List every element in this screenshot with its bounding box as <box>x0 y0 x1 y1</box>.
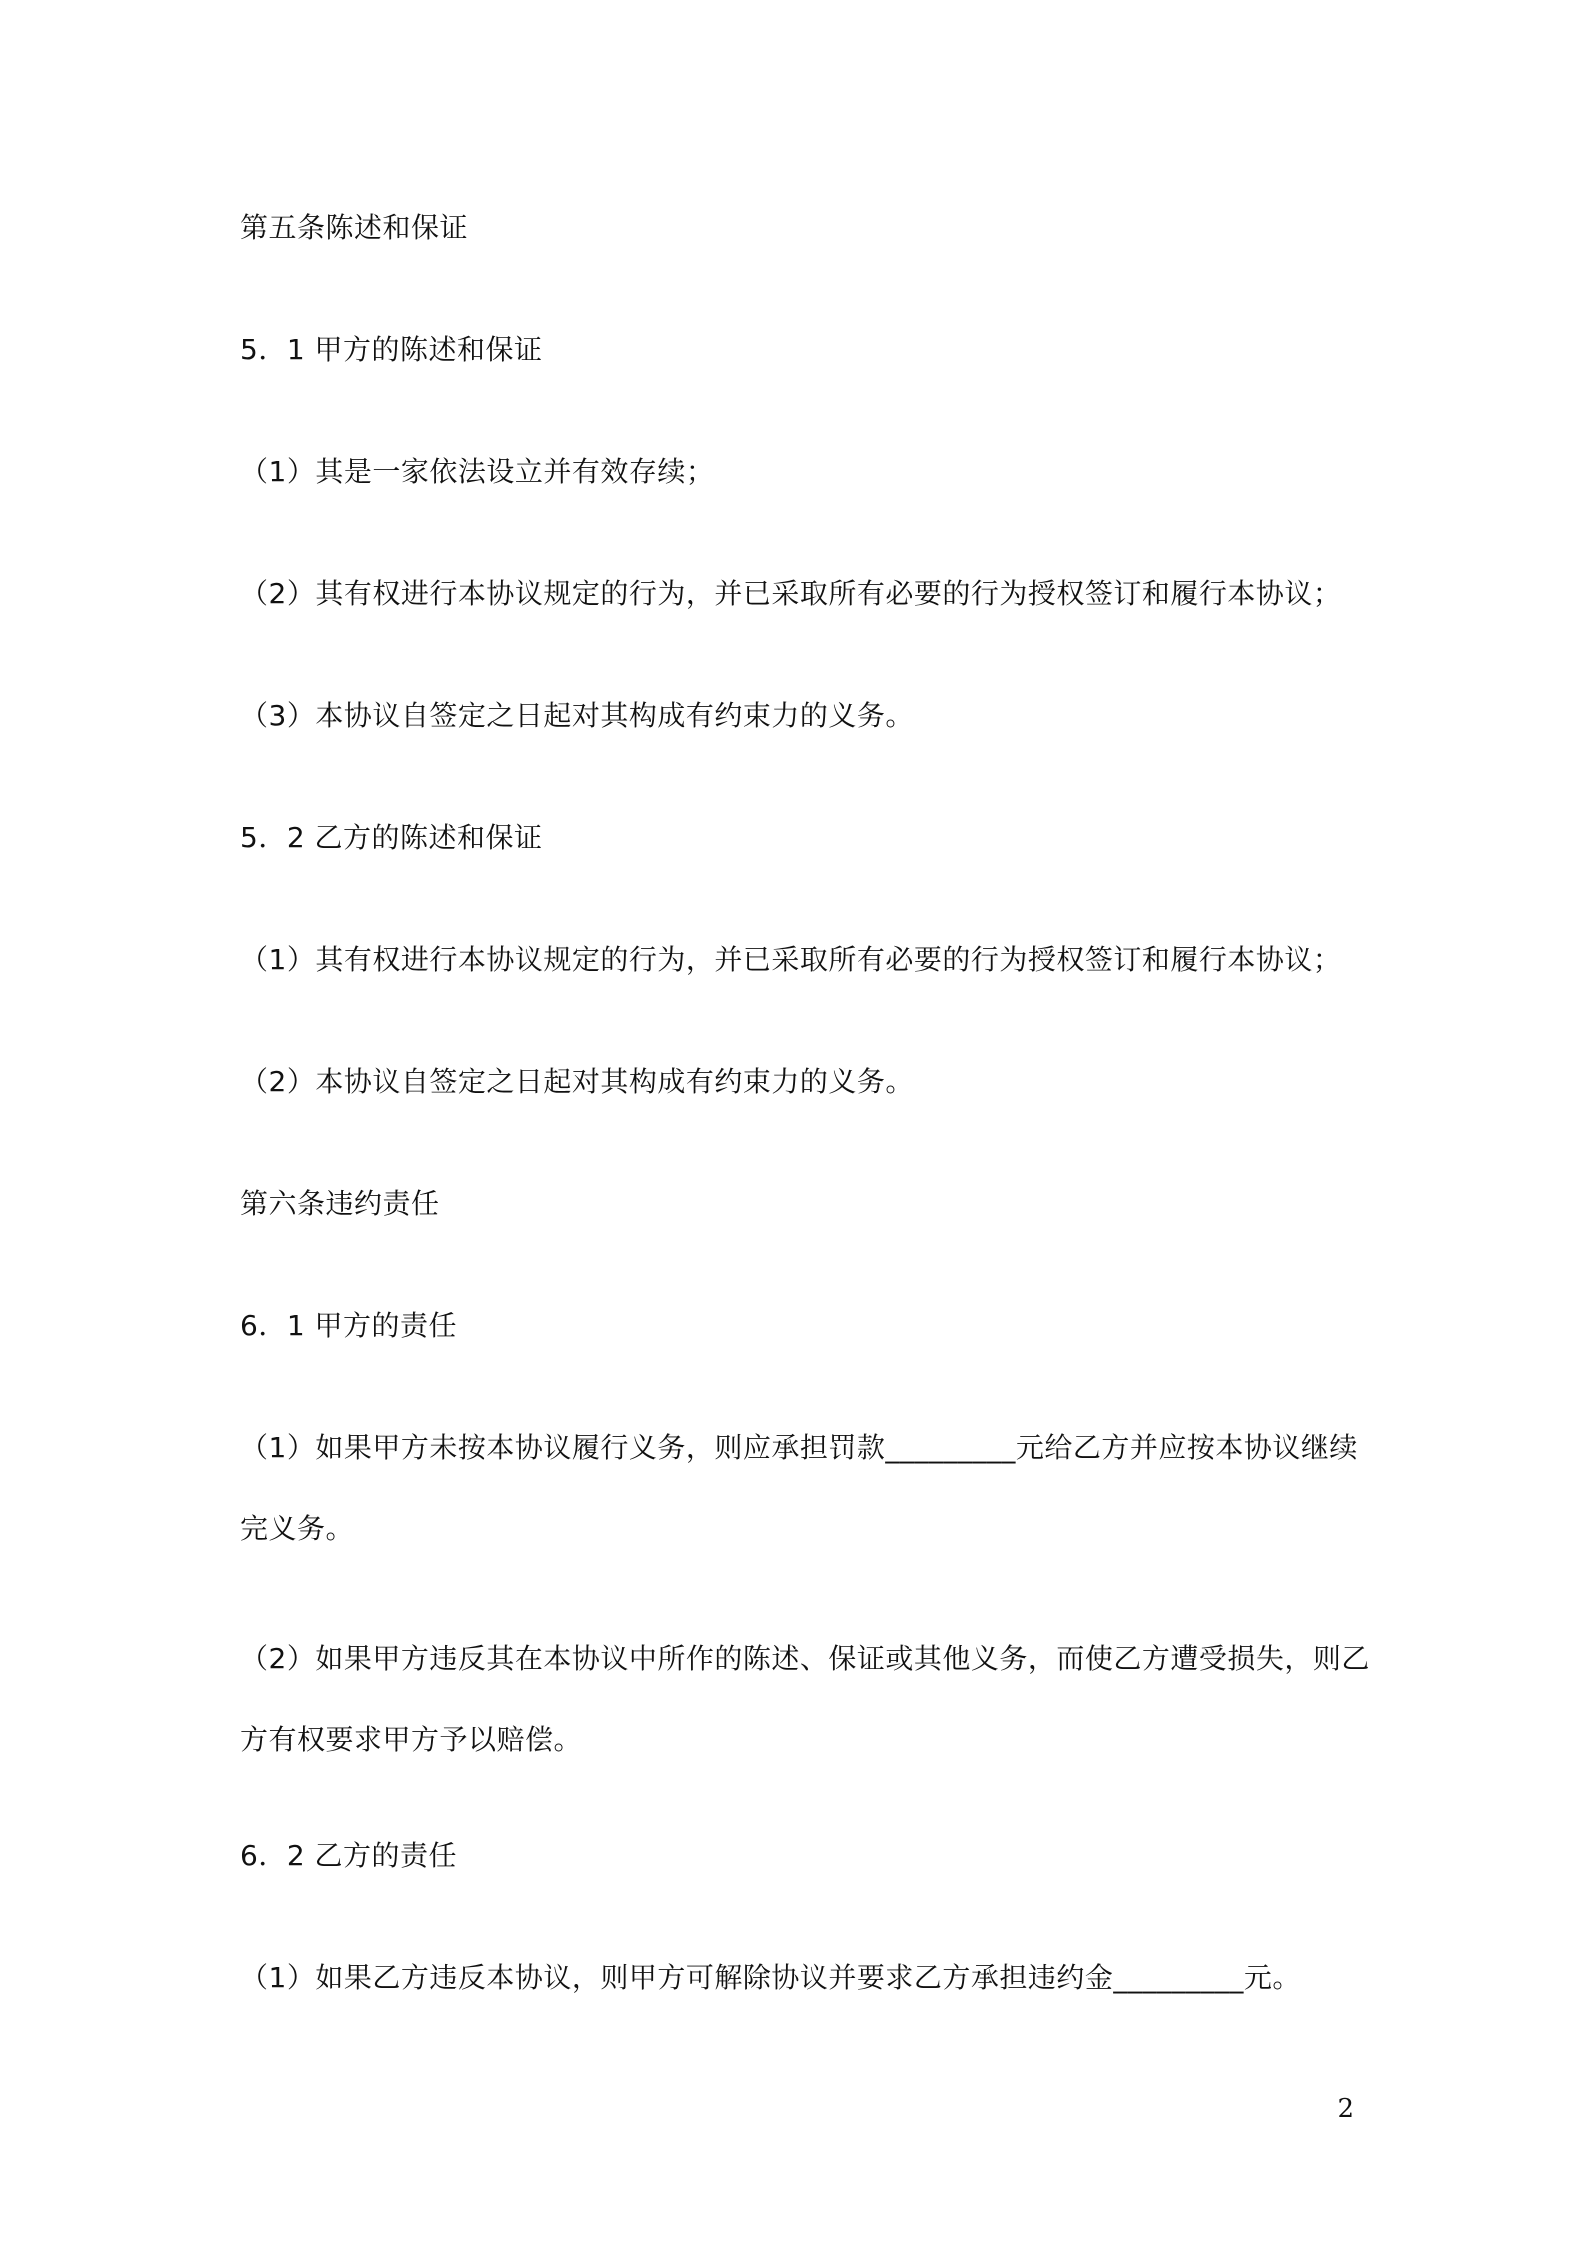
clause-5-1-1: （1）其是一家依法设立并有效存续； <box>240 455 715 488</box>
section-6-2-heading: 6．2 乙方的责任 <box>240 1839 458 1872</box>
clause-6-1-2-line-2: 方有权要求甲方予以赔偿。 <box>240 1723 583 1756</box>
page-number: 2 <box>1337 2094 1354 2124</box>
article-6-heading: 第六条违约责任 <box>240 1187 440 1220</box>
clause-6-2-1: （1）如果乙方违反本协议，则甲方可解除协议并要求乙方承担违约金_________元。 <box>240 1961 1301 1994</box>
clause-6-1-2-line-1: （2）如果甲方违反其在本协议中所作的陈述、保证或其他义务，而使乙方遭受损失，则乙 <box>240 1642 1370 1675</box>
clause-6-1-1-line-1: （1）如果甲方未按本协议履行义务，则应承担罚款_________元给乙方并应按本协议继续 <box>240 1431 1358 1464</box>
section-5-2-heading: 5．2 乙方的陈述和保证 <box>240 821 543 854</box>
clause-6-1-1-line-2: 完义务。 <box>240 1512 355 1545</box>
clause-5-1-3: （3）本协议自签定之日起对其构成有约束力的义务。 <box>240 699 914 732</box>
clause-5-2-1: （1）其有权进行本协议规定的行为，并已采取所有必要的行为授权签订和履行本协议； <box>240 943 1342 976</box>
section-5-1-heading: 5．1 甲方的陈述和保证 <box>240 333 543 366</box>
section-6-1-heading: 6．1 甲方的责任 <box>240 1309 458 1342</box>
clause-5-2-2: （2）本协议自签定之日起对其构成有约束力的义务。 <box>240 1065 914 1098</box>
article-5-heading: 第五条陈述和保证 <box>240 211 469 244</box>
clause-5-1-2: （2）其有权进行本协议规定的行为，并已采取所有必要的行为授权签订和履行本协议； <box>240 577 1342 610</box>
